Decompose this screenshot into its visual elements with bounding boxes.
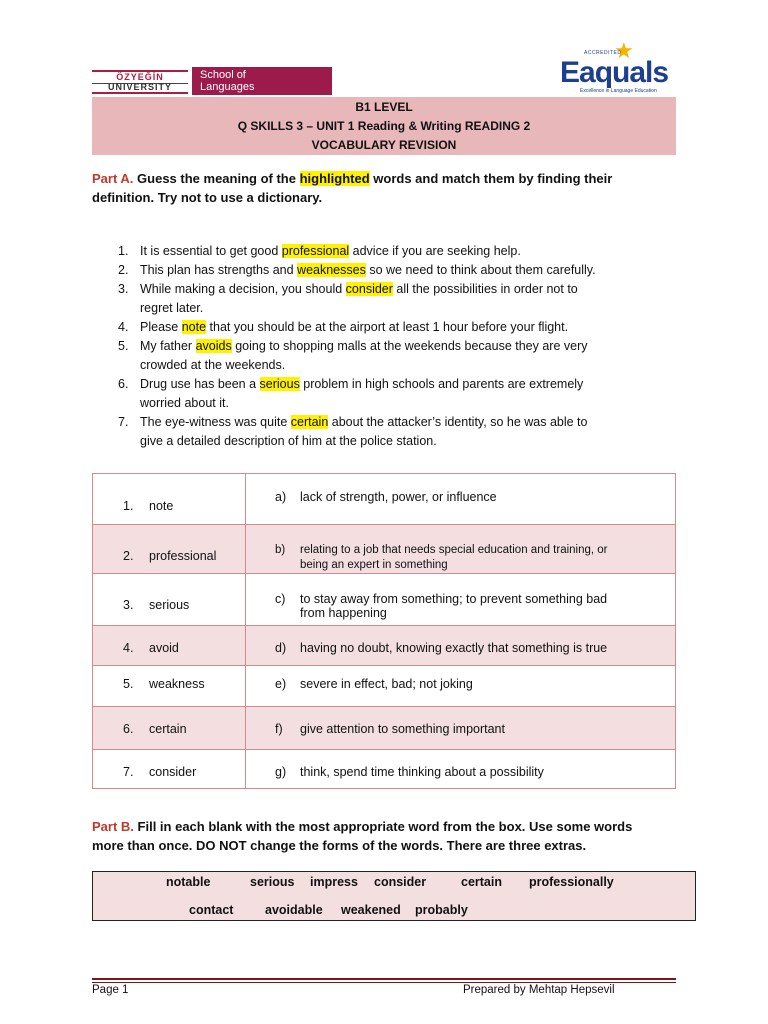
definition-letter: d) <box>275 641 287 655</box>
sentence-number: 2. <box>118 263 129 277</box>
matching-number: 2. <box>123 549 134 563</box>
definition-text: relating to a job that needs special education and training, or <box>300 544 608 556</box>
part-a-text-line2: definition. Try not to use a dictionary. <box>92 190 323 205</box>
word-box-word: consider <box>374 875 427 889</box>
sentence-item <box>92 375 672 413</box>
sentence-number: 5. <box>118 339 129 353</box>
definition-text: having no doubt, knowing exactly that something is true <box>300 641 608 655</box>
definition-text: to stay away from something; to prevent something bad <box>300 592 608 606</box>
matching-row <box>93 525 675 574</box>
definition-letter: e) <box>275 677 287 691</box>
matching-definition-cell <box>275 543 667 573</box>
part-a-label: Part A. <box>92 171 134 186</box>
matching-row <box>93 750 675 789</box>
page-number: Page 1 <box>92 984 129 996</box>
ozyegin-wordmark <box>92 67 188 95</box>
matching-word: avoid <box>149 641 179 655</box>
part-a-text-pre: Guess the meaning of the <box>137 171 296 186</box>
sentence-text-post: problem in high schools and parents are extremely <box>299 377 584 391</box>
matching-word-cell <box>123 722 187 736</box>
matching-word: certain <box>149 722 187 736</box>
footer-rule <box>92 978 676 980</box>
matching-row <box>93 707 675 750</box>
word-box-word: professionally <box>529 875 614 889</box>
matching-number: 7. <box>123 765 134 779</box>
definition-text: give attention to something important <box>300 722 505 736</box>
column-divider <box>245 750 246 789</box>
ozyegin-logo <box>92 67 332 95</box>
sentence-number: 4. <box>118 320 129 334</box>
sentence-continuation: give a detailed description of him at the police station. <box>140 434 437 448</box>
revision-title: VOCABULARY REVISION <box>311 138 457 152</box>
sentence-item <box>92 261 672 280</box>
matching-word: professional <box>149 549 217 563</box>
matching-word-cell <box>123 677 205 691</box>
matching-word-cell <box>123 765 196 779</box>
highlighted-word: professional <box>281 244 350 258</box>
column-divider <box>245 474 246 524</box>
matching-definition-cell <box>275 592 667 620</box>
part-b-instructions <box>92 817 692 855</box>
definition-letter: c) <box>275 592 286 606</box>
matching-number: 3. <box>123 598 134 612</box>
matching-word-cell <box>123 641 179 655</box>
definition-letter: g) <box>275 765 287 779</box>
matching-table <box>92 473 676 789</box>
sentence-text-pre: While making a decision, you should <box>140 282 346 296</box>
sentence-continuation: regret later. <box>140 301 204 315</box>
sentence-text-post: going to shopping malls at the weekends because they are very <box>231 339 588 353</box>
sentence-item <box>92 337 672 375</box>
matching-definition-cell <box>275 765 667 779</box>
word-box-word: serious <box>250 875 295 889</box>
author-credit: Prepared by Mehtap Hepsevil <box>463 984 615 996</box>
matching-definition-cell <box>275 722 667 736</box>
matching-word-cell <box>123 598 189 612</box>
word-box-word: probably <box>415 903 468 917</box>
sentence-item <box>92 280 672 318</box>
matching-definition-cell <box>275 641 667 655</box>
matching-row <box>93 474 675 525</box>
word-box-word: contact <box>189 903 234 917</box>
highlighted-word: avoids <box>195 339 232 353</box>
word-box-word: weakened <box>341 903 401 917</box>
eaquals-name: Eaquals <box>560 56 669 89</box>
column-divider <box>245 525 246 573</box>
word-box-word: avoidable <box>265 903 323 917</box>
sentence-number: 7. <box>118 415 129 429</box>
part-a-instructions <box>92 169 652 207</box>
sentence-text-pre: It is essential to get good <box>140 244 282 258</box>
definition-text: think, spend time thinking about a possibility <box>300 765 544 779</box>
sentence-text-post: all the possibilities in order not to <box>392 282 578 296</box>
school-line1: School of <box>200 69 246 81</box>
matching-definition-cell <box>275 677 667 691</box>
matching-number: 5. <box>123 677 134 691</box>
sentence-text-post: advice if you are seeking help. <box>349 244 521 258</box>
column-divider <box>245 707 246 749</box>
sentence-text-pre: My father <box>140 339 196 353</box>
matching-word-cell <box>123 499 173 513</box>
highlighted-word: certain <box>290 415 329 429</box>
sentence-list <box>92 242 672 451</box>
definition-text: severe in effect, bad; not joking <box>300 677 473 691</box>
part-a-text-post: words and match them by finding their <box>373 171 613 186</box>
matching-row <box>93 666 675 707</box>
footer-rule-thin <box>92 982 676 983</box>
sentence-text-post: so we need to think about them carefully. <box>365 263 596 277</box>
matching-number: 1. <box>123 499 134 513</box>
definition-letter: b) <box>275 544 286 556</box>
sentence-text-pre: Drug use has been a <box>140 377 260 391</box>
sentence-number: 1. <box>118 244 129 258</box>
sentence-number: 6. <box>118 377 129 391</box>
matching-definition-cell <box>275 490 667 504</box>
part-b-label: Part B. <box>92 819 134 834</box>
highlighted-word: note <box>181 320 207 334</box>
highlighted-word: consider <box>345 282 393 296</box>
matching-number: 6. <box>123 722 134 736</box>
sentence-text-pre: The eye-witness was quite <box>140 415 291 429</box>
matching-number: 4. <box>123 641 134 655</box>
sentence-continuation: worried about it. <box>140 396 229 410</box>
definition-text-continued: being an expert in something <box>300 559 448 571</box>
word-box-word: impress <box>310 875 358 889</box>
eaquals-accredited: ACCREDITED <box>584 50 622 56</box>
title-band <box>92 97 676 155</box>
ozyegin-line2: UNIVERSITY <box>107 82 172 92</box>
sentence-item <box>92 242 672 261</box>
star-icon: ★ <box>614 38 634 63</box>
word-box-word: certain <box>461 875 502 889</box>
sentence-text-pre: This plan has strengths and <box>140 263 298 277</box>
ozyegin-line1: ÖZYEĞİN <box>116 72 164 82</box>
part-b-text-line1: Fill in each blank with the most appropriate word from the box. Use some words <box>137 819 633 834</box>
matching-word-cell <box>123 549 216 563</box>
sentence-text-post: about the attacker’s identity, so he was able to <box>328 415 588 429</box>
matching-word: consider <box>149 765 197 779</box>
definition-letter: f) <box>275 722 283 736</box>
sentence-continuation: crowded at the weekends. <box>140 358 286 372</box>
word-box-word: notable <box>166 875 211 889</box>
column-divider <box>245 666 246 706</box>
part-b-text-line2: more than once. DO NOT change the forms of the words. There are three extras. <box>92 838 587 853</box>
eaquals-tagline: Excellence in Language Education <box>580 88 657 94</box>
matching-word: serious <box>149 598 190 612</box>
definition-text-continued: from happening <box>300 606 387 620</box>
sentence-item <box>92 318 672 337</box>
matching-word: weakness <box>149 677 205 691</box>
definition-text: lack of strength, power, or influence <box>300 490 497 504</box>
matching-row <box>93 574 675 626</box>
highlighted-word: serious <box>259 377 300 391</box>
level-title: B1 LEVEL <box>355 100 413 114</box>
sentence-item <box>92 413 672 451</box>
part-a-highlight: highlighted <box>299 171 370 186</box>
sentence-number: 3. <box>118 282 129 296</box>
unit-title: Q SKILLS 3 – UNIT 1 Reading & Writing READING 2 <box>237 119 531 133</box>
sentence-text-post: that you should be at the airport at least 1 hour before your flight. <box>206 320 569 334</box>
school-line2: Languages <box>200 81 255 93</box>
matching-word: note <box>149 499 174 513</box>
highlighted-word: weaknesses <box>297 263 366 277</box>
word-box <box>92 871 696 921</box>
column-divider <box>245 626 246 665</box>
school-of-languages-badge <box>192 67 332 95</box>
eaquals-logo <box>556 40 686 100</box>
matching-row <box>93 626 675 666</box>
definition-letter: a) <box>275 490 287 504</box>
column-divider <box>245 574 246 625</box>
sentence-text-pre: Please <box>140 320 182 334</box>
